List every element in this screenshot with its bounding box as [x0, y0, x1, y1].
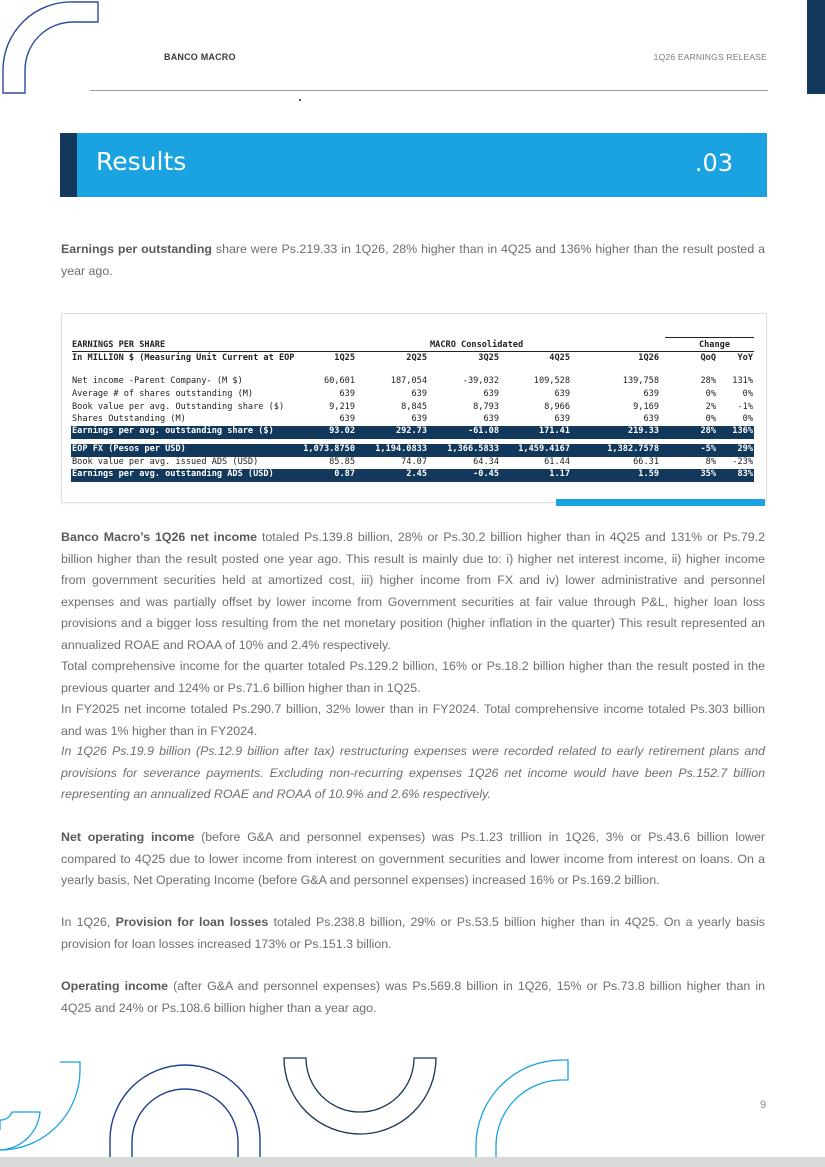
oi-text: (after G&A and personnel expenses) was Ps.569.8 billion in 1Q26, 15% or Ps.73.8 billion higher than in 4Q25 and 24% or Ps.108.6 billion higher than a year ago.: [61, 979, 766, 1015]
cell: 1,366.5833: [447, 444, 499, 454]
table-group-label: MACRO Consolidated: [430, 340, 524, 350]
cell: 0%: [742, 414, 753, 424]
col-header-1q25: 1Q25: [334, 353, 355, 363]
cell: -1%: [737, 402, 753, 412]
row-label: Earnings per avg. outstanding ADS (USD): [72, 469, 274, 479]
cell: 136%: [732, 426, 753, 436]
row-label: EOP FX (Pesos per USD): [72, 444, 186, 454]
table-row: [71, 376, 754, 388]
noi-bold: Net operating income: [61, 830, 195, 844]
col-header-yoy: YoY: [737, 353, 753, 363]
intro-text: share were Ps.219.33 in 1Q26, 28% higher than in 4Q25 and 136% higher than the result posted a year ago.: [61, 242, 765, 278]
change-overline: [665, 337, 754, 338]
cell: 639: [483, 414, 499, 424]
logo-arc-graphic: [0, 0, 120, 95]
page-number: 9: [760, 1099, 767, 1111]
cell: 9,169: [633, 402, 659, 412]
cell: 28%: [700, 376, 716, 386]
net-income-text: totaled Ps.139.8 billion, 28% or Ps.30.2 billion higher than in 4Q25 and 131% or Ps.79.2 billion higher than the result posted one year ago. This result is mainly due to: i) higher net interest income, ii) higher income from government securities held at amortized cost, iii) higher income from FX and iv) lower administrative and personnel expenses and was partially offset by lower income from Government securities at fair value through P&L, higher loan loss provisions and a bigger loss resulting from the net monetary position (higher inflation in the quarter) This result represented an annualized ROAE and ROAA of 10% and 2.4% respectively.: [61, 530, 765, 652]
cell: 8,845: [401, 402, 427, 412]
cell: 66.31: [633, 457, 659, 467]
comprehensive-income-paragraph: Total comprehensive income for the quarter totaled Ps.129.2 billion, 16% or Ps.18.2 billion higher than the result posted in the previous quarter and 124% or Ps.71.6 billion higher than in 1Q25.: [61, 659, 765, 695]
col-header-4q25: 4Q25: [549, 353, 570, 363]
table-row: [71, 457, 754, 469]
oi-bold: Operating income: [61, 979, 168, 993]
cell: 1,194.0833: [375, 444, 427, 454]
col-header-qoq: QoQ: [700, 353, 716, 363]
row-label: Book value per avg. issued ADS (USD): [72, 457, 259, 467]
cell: 131%: [732, 376, 753, 386]
header-dot: [299, 99, 301, 101]
header-report-title: 1Q26 EARNINGS RELEASE: [653, 52, 767, 62]
cell: 639: [554, 414, 570, 424]
row-label: Average # of shares outstanding (M): [72, 389, 254, 399]
cell: -61.08: [467, 426, 499, 436]
cell: 1.59: [638, 469, 659, 479]
cell: 1,382.7578: [607, 444, 659, 454]
cell: 139,758: [622, 376, 659, 386]
provision-text: totaled Ps.238.8 billion, 29% or Ps.53.5 billion higher than in 4Q25. On a yearly basis provision for loan losses increased 173% or Ps.151.3 billion.: [61, 915, 766, 951]
cell: 61.44: [544, 457, 570, 467]
cell: 35%: [700, 469, 716, 479]
cell: 639: [554, 389, 570, 399]
col-header-3q25: 3Q25: [478, 353, 499, 363]
cell: 2.45: [406, 469, 427, 479]
cell: 639: [411, 414, 427, 424]
cell: 219.33: [627, 426, 659, 436]
cell: 29%: [737, 444, 753, 454]
table-row-highlight: [71, 469, 754, 482]
section-number: .03: [694, 149, 733, 177]
table-row: [71, 414, 754, 426]
intro-paragraph: [61, 239, 765, 282]
operating-income-paragraph: [61, 976, 765, 1019]
cell: 1,073.8750: [303, 444, 355, 454]
table-header-rule: [72, 351, 754, 352]
cell: 1.17: [549, 469, 570, 479]
cell: 1,459.4167: [518, 444, 570, 454]
fy2025-paragraph: In FY2025 net income totaled Ps.290.7 billion, 32% lower than in FY2024. Total comprehensive income totaled Ps.303 billion and was 1% higher than in FY2024.: [61, 702, 765, 738]
table-row-highlight: [71, 426, 754, 439]
cell: 74.07: [401, 457, 427, 467]
net-operating-income-paragraph: [61, 827, 765, 892]
cell: 639: [483, 389, 499, 399]
cell: 109,528: [533, 376, 570, 386]
intro-bold: Earnings per outstanding: [61, 242, 212, 256]
header-divider: [90, 90, 768, 91]
cell: -5%: [700, 444, 716, 454]
cell: 93.02: [329, 426, 355, 436]
cell: 171.41: [538, 426, 570, 436]
cell: -0.45: [473, 469, 499, 479]
cell: 0%: [742, 389, 753, 399]
cell: 83%: [737, 469, 753, 479]
cell: 0%: [705, 414, 716, 424]
section-title: Results: [96, 147, 187, 176]
footer-arcs-graphic: [0, 1050, 825, 1160]
cell: 85.85: [329, 457, 355, 467]
net-income-bold: Banco Macro’s 1Q26 net income: [61, 530, 258, 544]
col-header-2q25: 2Q25: [406, 353, 427, 363]
row-label: Shares Outstanding (M): [72, 414, 186, 424]
cell: 0%: [705, 389, 716, 399]
table-accent-bar: [556, 499, 765, 506]
header-tab-accent: [807, 0, 825, 94]
table-row: [71, 402, 754, 414]
cell: 639: [643, 414, 659, 424]
net-income-paragraph: [61, 527, 765, 656]
cell: 60,601: [323, 376, 355, 386]
cell: 639: [339, 389, 355, 399]
col-header-1q26: 1Q26: [638, 353, 659, 363]
table-title: EARNINGS PER SHARE: [72, 340, 166, 350]
cell: 639: [411, 389, 427, 399]
row-label: Book value per avg. Outstanding share ($): [72, 402, 285, 412]
table-row: [71, 389, 754, 401]
section-banner-accent: [60, 133, 77, 197]
cell: 2%: [705, 402, 716, 412]
cell: 28%: [700, 426, 716, 436]
provision-bold: Provision for loan losses: [115, 915, 269, 929]
table-row-highlight: [71, 444, 754, 457]
provision-paragraph: [61, 912, 765, 955]
cell: 292.73: [395, 426, 427, 436]
header-company-name: BANCO MACRO: [164, 52, 236, 62]
cell: -39,032: [462, 376, 499, 386]
cell: 639: [339, 414, 355, 424]
restructuring-paragraph: In 1Q26 Ps.19.9 billion (Ps.12.9 billion after tax) restructuring expenses were recorded related to early retirement plans and provisions for severance payments. Excluding non-recurring expenses 1Q26 net income would have been Ps.152.7 billion representing an annualized ROAE and ROAA of 10.9% and 2.6% respectively.: [61, 744, 765, 801]
row-label: Net income -Parent Company- (M $): [72, 376, 243, 386]
table-change-label: Change: [698, 340, 730, 350]
provision-pre: In 1Q26,: [61, 915, 116, 929]
cell: 639: [643, 389, 659, 399]
cell: 9,219: [329, 402, 355, 412]
cell: -23%: [732, 457, 753, 467]
cell: 64.34: [473, 457, 499, 467]
noi-text: (before G&A and personnel expenses) was Ps.1.23 trillion in 1Q26, 3% or Ps.43.6 billion lower compared to 4Q25 due to lower income from interest on government securities and lower income from interest on loans. On a yearly basis, Net Operating Income (before G&A and personnel expenses) increased 16% or Ps.169.2 billion.: [61, 830, 765, 887]
cell: 8%: [705, 457, 716, 467]
row-label: Earnings per avg. outstanding share ($): [72, 426, 274, 436]
cell: 8,793: [473, 402, 499, 412]
cell: 0.87: [334, 469, 355, 479]
table-header-row-2: [71, 353, 754, 365]
footer-strip: [0, 1157, 825, 1167]
cell: 8,966: [544, 402, 570, 412]
cell: 187,054: [390, 376, 427, 386]
table-subtitle: In MILLION $ (Measuring Unit Current at EOP: [72, 353, 295, 363]
